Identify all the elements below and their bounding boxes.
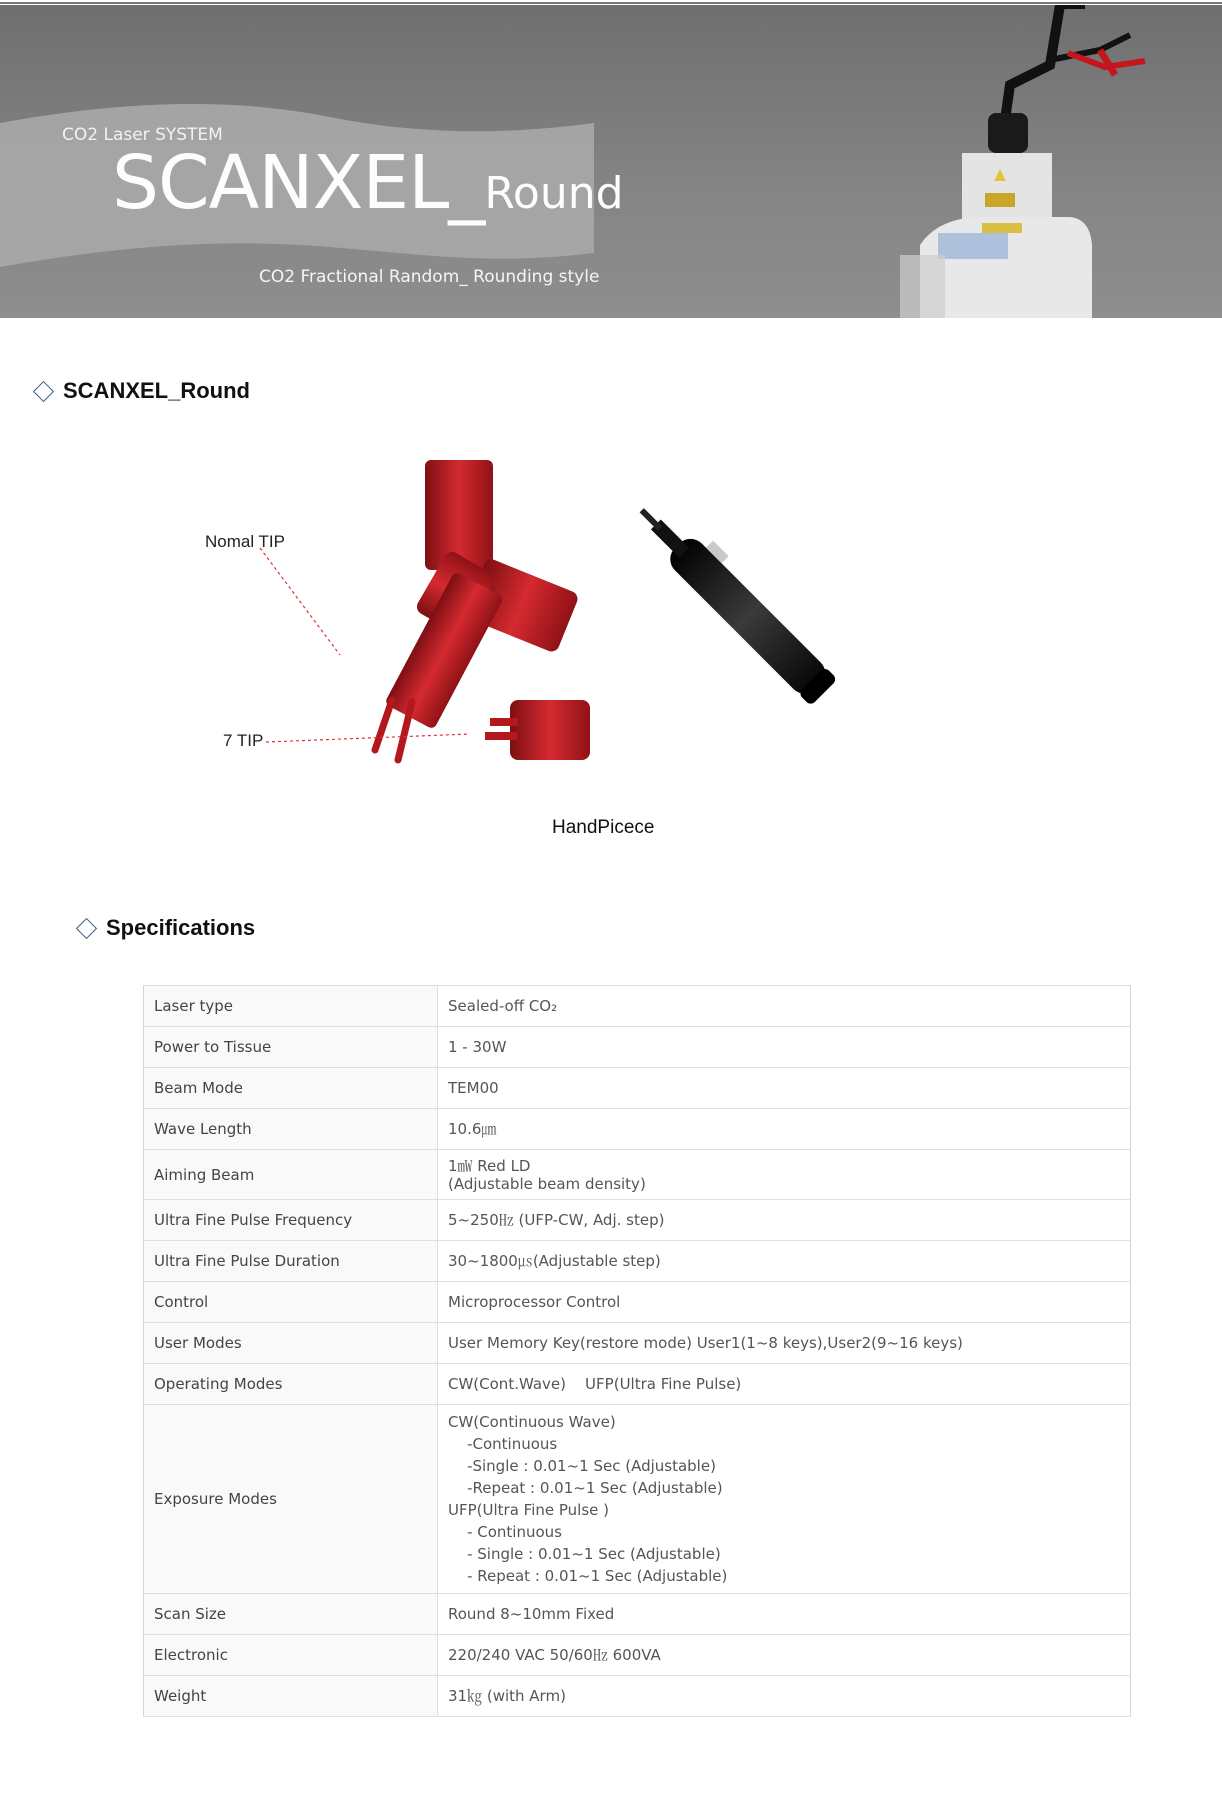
spec-key: Ultra Fine Pulse Duration — [144, 1241, 438, 1282]
table-row — [144, 1068, 1131, 1109]
spec-key: User Modes — [144, 1323, 438, 1364]
spec-key: Electronic — [144, 1635, 438, 1676]
spec-key: Beam Mode — [144, 1068, 438, 1109]
spec-value: 31㎏ (with Arm) — [438, 1676, 1131, 1717]
table-row — [144, 1027, 1131, 1068]
spec-value: 1㎽ Red LD (Adjustable beam density) — [438, 1150, 1131, 1200]
spec-key: Laser type — [144, 986, 438, 1027]
hero-banner — [0, 5, 1222, 318]
table-row — [144, 1323, 1131, 1364]
spec-value: 220/240 VAC 50/60㎐ 600VA — [438, 1635, 1131, 1676]
spec-value: CW(Continuous Wave) -Continuous -Single : 0.01~1 Sec (Adjustable) -Repeat : 0.01~1 Sec (Adjustable) UFP(Ultra Fine Pulse ) - Continuous - Single : 0.01~1 Sec (Adjustable) - Repeat : 0.01~1 Sec (Adjustable) — [438, 1405, 1131, 1594]
table-row — [144, 986, 1131, 1027]
table-row — [144, 1150, 1131, 1200]
spec-key: Operating Modes — [144, 1364, 438, 1405]
spec-value: User Memory Key(restore mode) User1(1~8 keys),User2(9~16 keys) — [438, 1323, 1131, 1364]
hero-subtitle: CO2 Fractional Random_ Rounding style — [259, 267, 600, 287]
section-title-product-text: SCANXEL_Round — [63, 378, 250, 403]
spec-value: 1 - 30W — [438, 1027, 1131, 1068]
table-row — [144, 1241, 1131, 1282]
callout-normal-tip: Nomal TIP — [205, 532, 285, 551]
table-row — [144, 1200, 1131, 1241]
section-title-product — [36, 378, 250, 404]
table-row — [144, 1676, 1131, 1717]
spec-value: 5~250㎐ (UFP-CW, Adj. step) — [438, 1200, 1131, 1241]
laser-machine-illustration — [900, 5, 1222, 318]
spec-key: Aiming Beam — [144, 1150, 438, 1200]
handpiece-product-image — [180, 440, 920, 800]
section-title-specs-text: Specifications — [106, 915, 256, 940]
table-row — [144, 1405, 1131, 1594]
spec-key: Ultra Fine Pulse Frequency — [144, 1200, 438, 1241]
specifications-table — [143, 985, 1131, 1717]
spec-value: Round 8~10mm Fixed — [438, 1594, 1131, 1635]
spec-key: Exposure Modes — [144, 1405, 438, 1594]
table-row — [144, 1282, 1131, 1323]
hero-overline: CO2 Laser SYSTEM — [62, 125, 223, 145]
spec-value: 30~1800㎲(Adjustable step) — [438, 1241, 1131, 1282]
table-row — [144, 1109, 1131, 1150]
spec-value: TEM00 — [438, 1068, 1131, 1109]
hero-title-main: SCANXEL_ — [112, 140, 485, 226]
diamond-icon — [33, 380, 54, 401]
callout-seven-tip: 7 TIP — [223, 731, 264, 750]
spec-key: Weight — [144, 1676, 438, 1717]
spec-key: Control — [144, 1282, 438, 1323]
handpiece-caption: HandPicece — [552, 817, 655, 838]
spec-value: Microprocessor Control — [438, 1282, 1131, 1323]
diamond-icon — [76, 917, 97, 938]
table-row — [144, 1635, 1131, 1676]
spec-value: 10.6㎛ — [438, 1109, 1131, 1150]
spec-key: Power to Tissue — [144, 1027, 438, 1068]
hero-title — [112, 140, 624, 226]
table-row — [144, 1594, 1131, 1635]
table-row — [144, 1364, 1131, 1405]
spec-value: Sealed-off CO₂ — [438, 986, 1131, 1027]
spec-value: CW(Cont.Wave) UFP(Ultra Fine Pulse) — [438, 1364, 1131, 1405]
hero-title-suffix: Round — [484, 168, 624, 219]
section-title-specs — [79, 915, 255, 941]
spec-key: Wave Length — [144, 1109, 438, 1150]
spec-key: Scan Size — [144, 1594, 438, 1635]
